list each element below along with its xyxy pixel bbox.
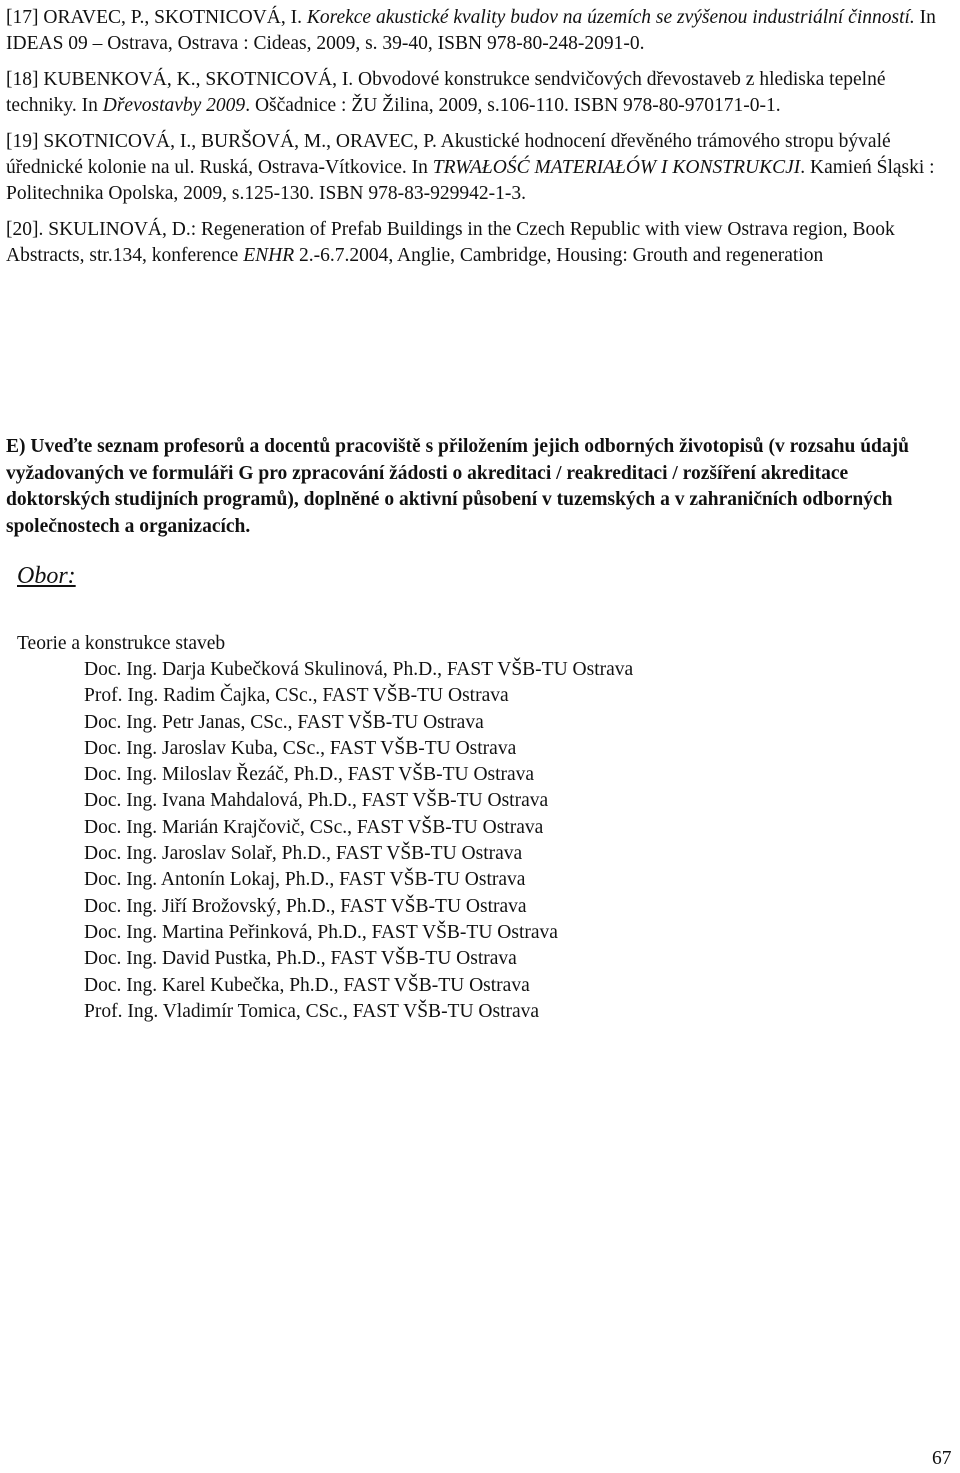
staff-item: Doc. Ing. Marián Krajčovič, CSc., FAST VŠB-TU Ostrava <box>84 816 544 838</box>
staff-item: Doc. Ing. Miloslav Řezáč, Ph.D., FAST VŠB-TU Ostrava <box>84 764 535 786</box>
reference-list <box>6 5 952 270</box>
field-name: Teorie a konstrukce staveb <box>17 633 226 654</box>
staff-item: Doc. Ing. Karel Kubečka, Ph.D., FAST VŠB-TU Ostrava <box>84 974 530 996</box>
staff-item: Prof. Ing. Vladimír Tomica, CSc., FAST VŠB-TU Ostrava <box>84 1000 540 1022</box>
reference-item: [18] KUBENKOVÁ, K., SKOTNICOVÁ, I. Obvodové konstrukce sendvičových dřevostaveb z hlediska tepelné techniky. In Dřevostavby 2009. Oščadnice : ŽU Žilina, 2009, s.106-110. ISBN 978-80-970171-0-1. <box>6 68 886 117</box>
staff-item: Doc. Ing. Antonín Lokaj, Ph.D., FAST VŠB-TU Ostrava <box>84 869 526 891</box>
reference-item: [20]. SKULINOVÁ, D.: Regeneration of Prefab Buildings in the Czech Republic with view Ostrava region, Book Abstracts, str.134, konference ENHR 2.-6.7.2004, Anglie, Cambridge, Housing: Grouth and regeneration <box>6 218 895 267</box>
staff-list <box>84 657 633 1025</box>
staff-item: Doc. Ing. Petr Janas, CSc., FAST VŠB-TU Ostrava <box>84 711 484 733</box>
staff-item: Doc. Ing. Darja Kubečková Skulinová, Ph.D., FAST VŠB-TU Ostrava <box>84 659 634 680</box>
obor-label: Obor: <box>17 563 76 589</box>
staff-item: Doc. Ing. Martina Peřinková, Ph.D., FAST VŠB-TU Ostrava <box>84 921 558 943</box>
reference-item: [17] ORAVEC, P., SKOTNICOVÁ, I. Korekce akustické kvality budov na územích se zvýšenou industriální činností. In IDEAS 09 – Ostrava, Ostrava : Cideas, 2009, s. 39-40, ISBN 978-80-248-2091-0. <box>6 7 936 55</box>
staff-item: Doc. Ing. Jaroslav Kuba, CSc., FAST VŠB-TU Ostrava <box>84 737 517 759</box>
staff-item: Doc. Ing. David Pustka, Ph.D., FAST VŠB-TU Ostrava <box>84 948 517 970</box>
staff-item: Doc. Ing. Jaroslav Solař, Ph.D., FAST VŠB-TU Ostrava <box>84 843 523 865</box>
reference-item: [19] SKOTNICOVÁ, I., BURŠOVÁ, M., ORAVEC, P. Akustické hodnocení dřevěného trámového stropu bývalé úřednické kolonie na ul. Ruská, Ostrava-Vítkovice. In TRWAŁOŚĆ MATERIAŁÓW I KONSTRUKCJI. Kamień Śląski : Politechnika Opolska, 2009, s.125-130. ISBN 978-83-929942-1-3. <box>6 130 935 205</box>
staff-item: Doc. Ing. Jiří Brožovský, Ph.D., FAST VŠB-TU Ostrava <box>84 895 527 917</box>
staff-item: Prof. Ing. Radim Čajka, CSc., FAST VŠB-TU Ostrava <box>84 685 509 707</box>
page-number: 67 <box>932 1448 952 1469</box>
staff-item: Doc. Ing. Ivana Mahdalová, Ph.D., FAST VŠB-TU Ostrava <box>84 790 549 812</box>
section-heading: E) Uveďte seznam profesorů a docentů pracoviště s přiložením jejich odborných životopisů (v rozsahu údajů vyžadovaných ve formuláři G pro zpracování žádosti o akreditaci / reakreditaci / rozšíření akreditace doktorských studijních programů), doplněné o aktivní působení v tuzemských a v zahraničních odborných společnostech a organizacích. <box>6 436 909 537</box>
